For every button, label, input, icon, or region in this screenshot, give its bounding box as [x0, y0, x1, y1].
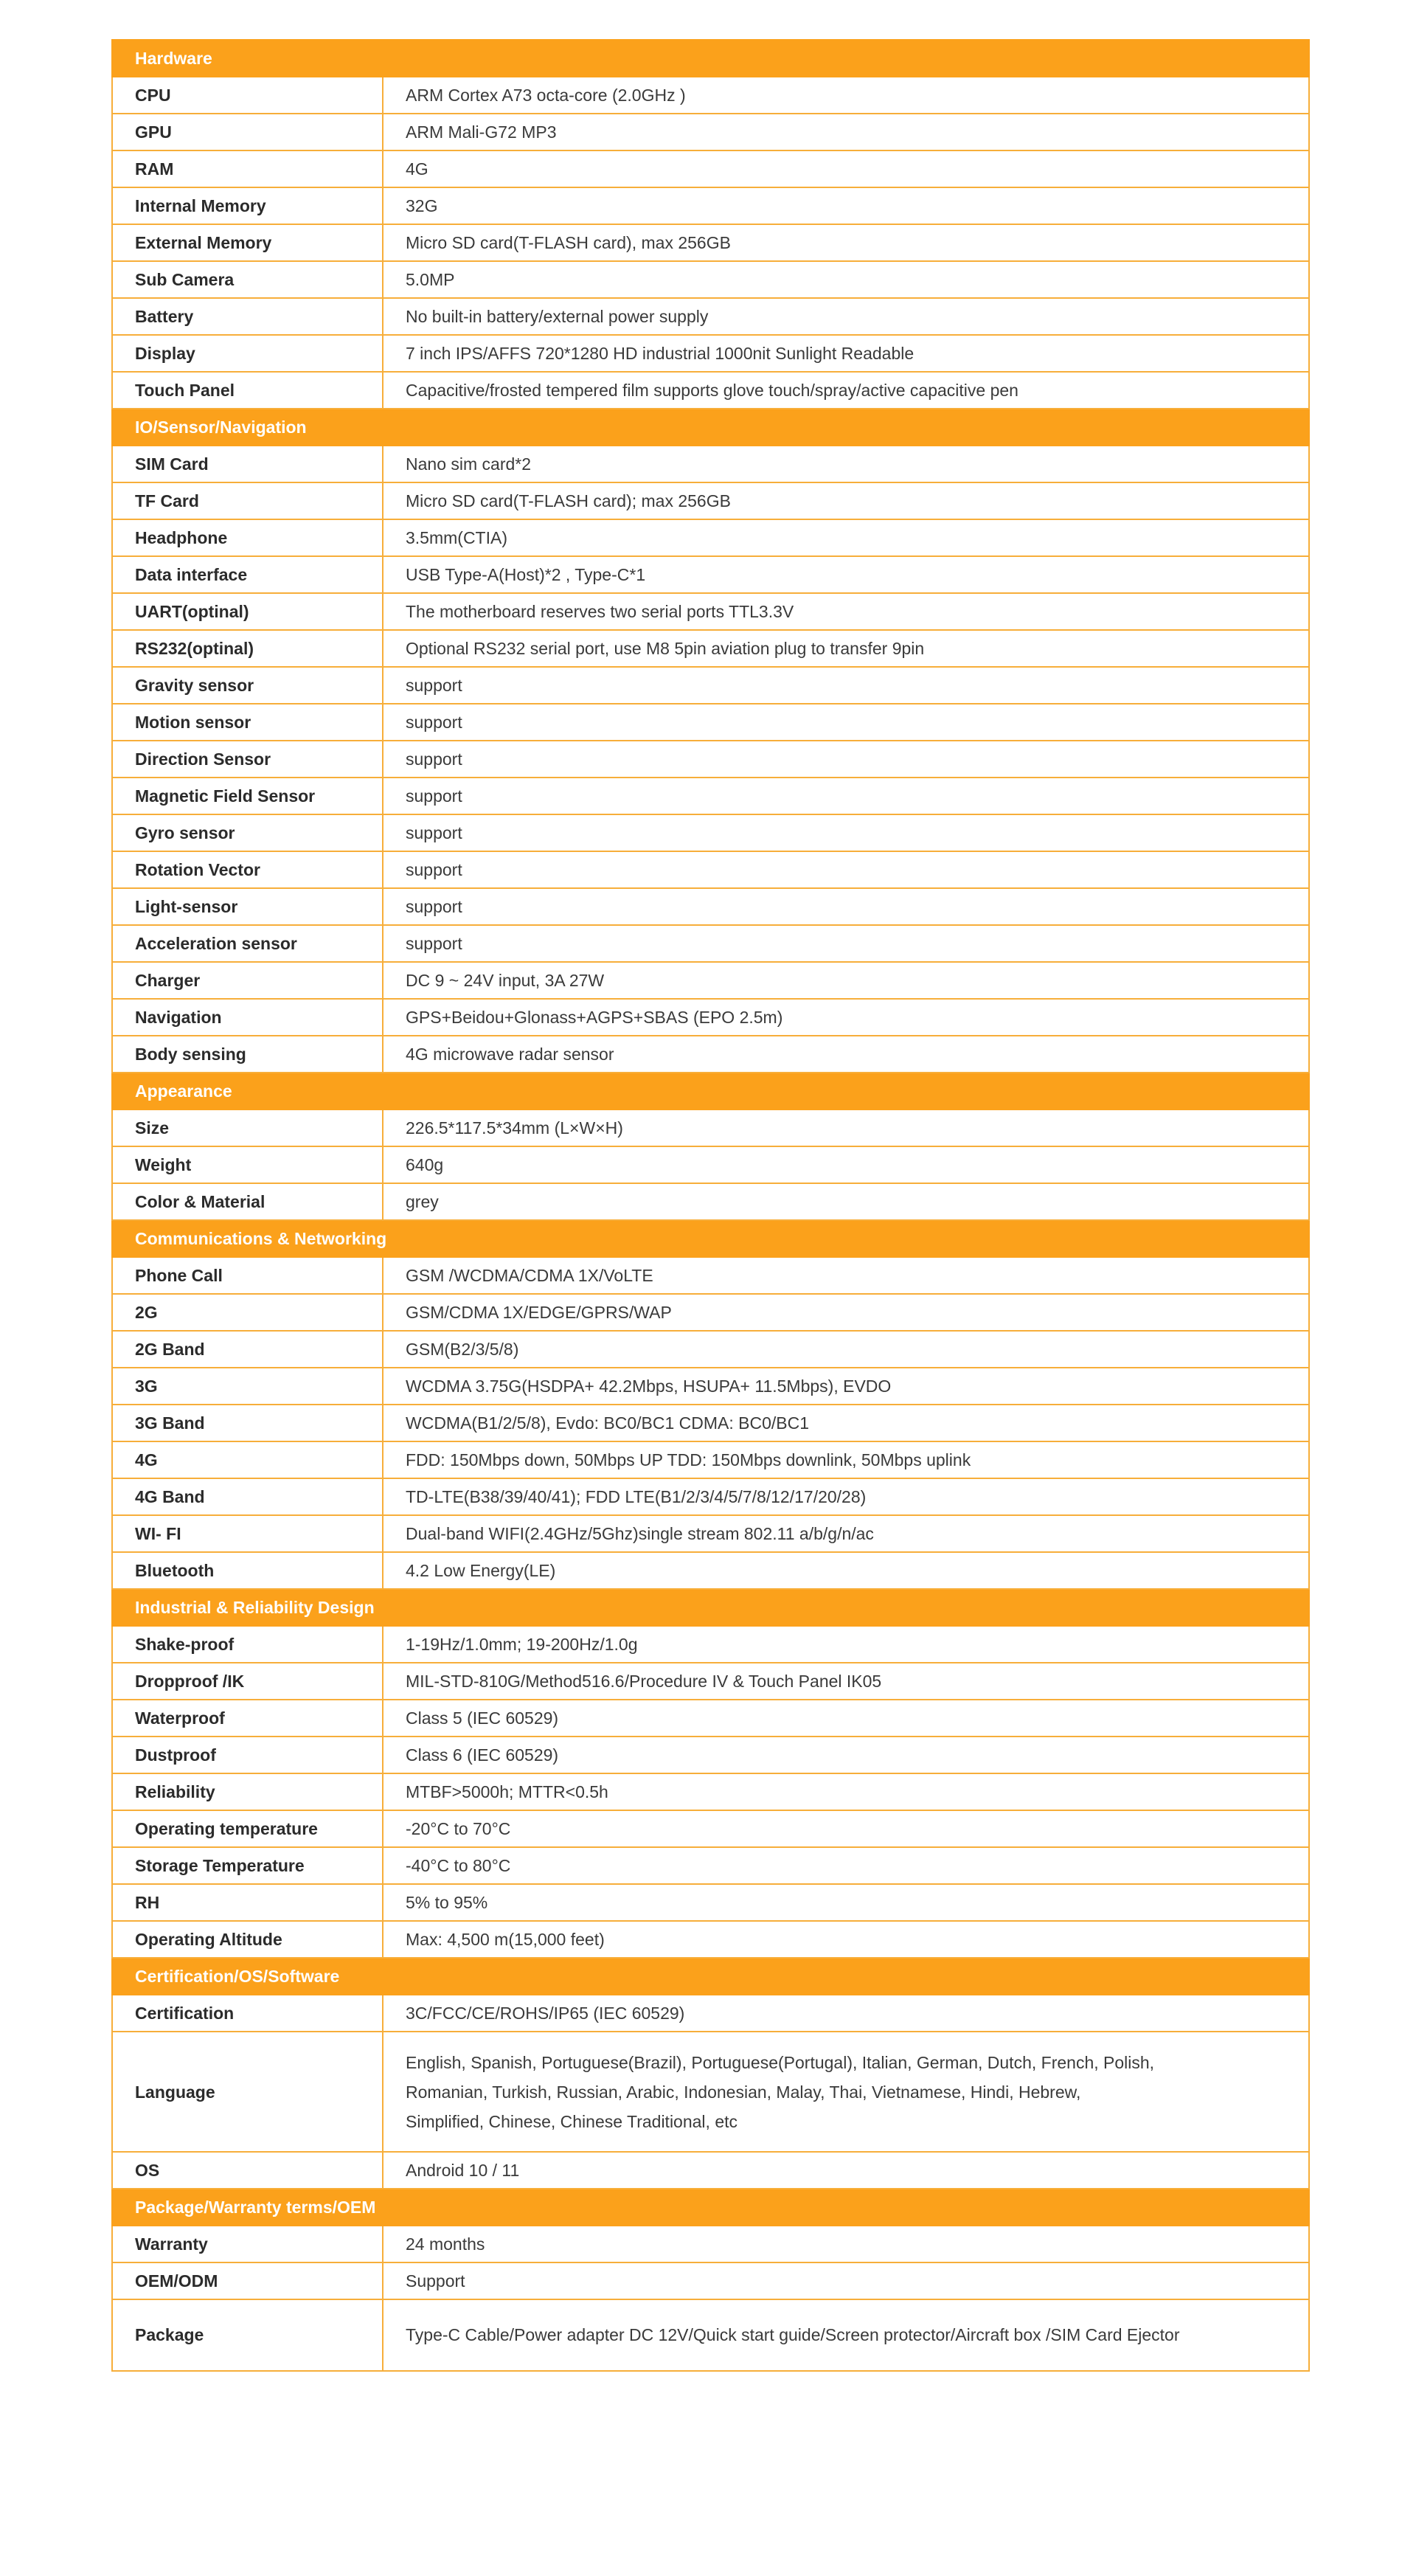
spec-label: Headphone: [112, 519, 383, 556]
spec-value: support: [383, 925, 1309, 962]
spec-label: UART(optinal): [112, 593, 383, 630]
spec-value: 4G: [383, 150, 1309, 187]
spec-row: [112, 2299, 1309, 2371]
spec-label: Gravity sensor: [112, 667, 383, 704]
spec-row: [112, 187, 1309, 224]
section-header: [112, 1958, 1309, 1995]
spec-value: 5.0MP: [383, 261, 1309, 298]
spec-label: 2G: [112, 1294, 383, 1331]
spec-row: [112, 2152, 1309, 2189]
spec-row: [112, 1368, 1309, 1405]
spec-row: [112, 741, 1309, 778]
spec-row: [112, 482, 1309, 519]
spec-value: support: [383, 888, 1309, 925]
spec-label: Dropproof /IK: [112, 1663, 383, 1700]
spec-row: [112, 704, 1309, 741]
spec-row: [112, 150, 1309, 187]
spec-row: [112, 1257, 1309, 1294]
spec-value: support: [383, 851, 1309, 888]
spec-value: 3.5mm(CTIA): [383, 519, 1309, 556]
spec-value: WCDMA(B1/2/5/8), Evdo: BC0/BC1 CDMA: BC0/BC1: [383, 1405, 1309, 1441]
spec-row: [112, 851, 1309, 888]
spec-row: [112, 630, 1309, 667]
spec-label: Display: [112, 335, 383, 372]
spec-label: Language: [112, 2032, 383, 2152]
spec-value: -20°C to 70°C: [383, 1810, 1309, 1847]
spec-value: Dual-band WIFI(2.4GHz/5Ghz)single stream 802.11 a/b/g/n/ac: [383, 1515, 1309, 1552]
spec-row: [112, 224, 1309, 261]
section-title: Package/Warranty terms/OEM: [112, 2189, 1309, 2226]
spec-value: GPS+Beidou+Glonass+AGPS+SBAS (EPO 2.5m): [383, 999, 1309, 1036]
spec-row: [112, 1737, 1309, 1773]
spec-row: [112, 1183, 1309, 1220]
spec-value: support: [383, 667, 1309, 704]
spec-row: [112, 519, 1309, 556]
spec-value: 640g: [383, 1146, 1309, 1183]
spec-value: Support: [383, 2262, 1309, 2299]
spec-value: support: [383, 741, 1309, 778]
spec-row: [112, 1478, 1309, 1515]
spec-value: Max: 4,500 m(15,000 feet): [383, 1921, 1309, 1958]
spec-value: 3C/FCC/CE/ROHS/IP65 (IEC 60529): [383, 1995, 1309, 2032]
spec-value: Android 10 / 11: [383, 2152, 1309, 2189]
spec-row: [112, 1441, 1309, 1478]
spec-row: [112, 1700, 1309, 1737]
spec-label: Dustproof: [112, 1737, 383, 1773]
spec-value: No built-in battery/external power supply: [383, 298, 1309, 335]
spec-label: RH: [112, 1884, 383, 1921]
spec-value: 32G: [383, 187, 1309, 224]
section-header: [112, 40, 1309, 77]
spec-label: CPU: [112, 77, 383, 114]
spec-value: Micro SD card(T-FLASH card), max 256GB: [383, 224, 1309, 261]
section-title: Appearance: [112, 1073, 1309, 1109]
section-title: Industrial & Reliability Design: [112, 1589, 1309, 1626]
spec-row: [112, 556, 1309, 593]
spec-row: [112, 778, 1309, 814]
spec-table-body: [112, 40, 1309, 2371]
spec-value: Nano sim card*2: [383, 446, 1309, 482]
spec-row: [112, 2226, 1309, 2262]
spec-row: [112, 1773, 1309, 1810]
spec-row: [112, 446, 1309, 482]
spec-label: RAM: [112, 150, 383, 187]
section-header: [112, 1073, 1309, 1109]
spec-label: Charger: [112, 962, 383, 999]
spec-row: [112, 1036, 1309, 1073]
spec-row: [112, 114, 1309, 150]
spec-value: ARM Cortex A73 octa-core (2.0GHz ): [383, 77, 1309, 114]
spec-label: External Memory: [112, 224, 383, 261]
spec-row: [112, 667, 1309, 704]
spec-label: Gyro sensor: [112, 814, 383, 851]
spec-value: GSM(B2/3/5/8): [383, 1331, 1309, 1368]
spec-value: MIL-STD-810G/Method516.6/Procedure IV & Touch Panel IK05: [383, 1663, 1309, 1700]
spec-row: [112, 1294, 1309, 1331]
spec-value: 24 months: [383, 2226, 1309, 2262]
spec-value: 4G microwave radar sensor: [383, 1036, 1309, 1073]
spec-row: [112, 1626, 1309, 1663]
spec-value: FDD: 150Mbps down, 50Mbps UP TDD: 150Mbps downlink, 50Mbps uplink: [383, 1441, 1309, 1478]
spec-label: Navigation: [112, 999, 383, 1036]
spec-row: [112, 925, 1309, 962]
spec-label: Body sensing: [112, 1036, 383, 1073]
spec-value: support: [383, 704, 1309, 741]
spec-row: [112, 1331, 1309, 1368]
spec-label: 2G Band: [112, 1331, 383, 1368]
spec-value: Micro SD card(T-FLASH card); max 256GB: [383, 482, 1309, 519]
spec-label: Data interface: [112, 556, 383, 593]
spec-label: Reliability: [112, 1773, 383, 1810]
spec-label: 3G: [112, 1368, 383, 1405]
spec-label: Operating Altitude: [112, 1921, 383, 1958]
spec-label: Touch Panel: [112, 372, 383, 409]
spec-row: [112, 298, 1309, 335]
spec-label: Sub Camera: [112, 261, 383, 298]
spec-value: -40°C to 80°C: [383, 1847, 1309, 1884]
spec-label: Rotation Vector: [112, 851, 383, 888]
spec-row: [112, 1921, 1309, 1958]
spec-label: TF Card: [112, 482, 383, 519]
spec-row: [112, 814, 1309, 851]
spec-row: [112, 261, 1309, 298]
spec-row: [112, 372, 1309, 409]
section-header: [112, 1589, 1309, 1626]
spec-label: Light-sensor: [112, 888, 383, 925]
spec-row: [112, 1515, 1309, 1552]
section-title: Communications & Networking: [112, 1220, 1309, 1257]
spec-row: [112, 1847, 1309, 1884]
spec-table: [111, 39, 1310, 2372]
spec-row: [112, 888, 1309, 925]
spec-label: Color & Material: [112, 1183, 383, 1220]
spec-value: grey: [383, 1183, 1309, 1220]
spec-row: [112, 1109, 1309, 1146]
spec-label: Motion sensor: [112, 704, 383, 741]
spec-row: [112, 77, 1309, 114]
spec-label: OEM/ODM: [112, 2262, 383, 2299]
spec-label: Certification: [112, 1995, 383, 2032]
spec-label: RS232(optinal): [112, 630, 383, 667]
spec-label: Internal Memory: [112, 187, 383, 224]
spec-label: Waterproof: [112, 1700, 383, 1737]
spec-value: 226.5*117.5*34mm (L×W×H): [383, 1109, 1309, 1146]
spec-value: GSM/CDMA 1X/EDGE/GPRS/WAP: [383, 1294, 1309, 1331]
spec-value: ARM Mali-G72 MP3: [383, 114, 1309, 150]
spec-row: [112, 1146, 1309, 1183]
spec-label: 4G Band: [112, 1478, 383, 1515]
spec-value: GSM /WCDMA/CDMA 1X/VoLTE: [383, 1257, 1309, 1294]
spec-label: Direction Sensor: [112, 741, 383, 778]
spec-label: Magnetic Field Sensor: [112, 778, 383, 814]
spec-label: Battery: [112, 298, 383, 335]
spec-value: English, Spanish, Portuguese(Brazil), Portuguese(Portugal), Italian, German, Dutch, French, Polish, Romanian, Turkish, Russian, Arabic, Indonesian, Malay, Thai, Vietnamese, Hindi, Hebrew, Simplified, Chinese, Chinese Traditional, etc: [383, 2032, 1309, 2152]
section-title: Certification/OS/Software: [112, 1958, 1309, 1995]
spec-value: support: [383, 778, 1309, 814]
spec-value: Class 5 (IEC 60529): [383, 1700, 1309, 1737]
spec-value: 1-19Hz/1.0mm; 19-200Hz/1.0g: [383, 1626, 1309, 1663]
spec-row: [112, 1884, 1309, 1921]
spec-label: Bluetooth: [112, 1552, 383, 1589]
spec-value: support: [383, 814, 1309, 851]
spec-label: Operating temperature: [112, 1810, 383, 1847]
spec-row: [112, 999, 1309, 1036]
spec-label: GPU: [112, 114, 383, 150]
section-title: IO/Sensor/Navigation: [112, 409, 1309, 446]
section-header: [112, 1220, 1309, 1257]
section-header: [112, 409, 1309, 446]
section-title: Hardware: [112, 40, 1309, 77]
spec-value: Capacitive/frosted tempered film supports glove touch/spray/active capacitive pen: [383, 372, 1309, 409]
spec-row: [112, 2032, 1309, 2152]
spec-label: Storage Temperature: [112, 1847, 383, 1884]
spec-row: [112, 962, 1309, 999]
spec-row: [112, 593, 1309, 630]
spec-value: DC 9 ~ 24V input, 3A 27W: [383, 962, 1309, 999]
spec-value: MTBF>5000h; MTTR<0.5h: [383, 1773, 1309, 1810]
spec-label: Acceleration sensor: [112, 925, 383, 962]
spec-value: WCDMA 3.75G(HSDPA+ 42.2Mbps, HSUPA+ 11.5Mbps), EVDO: [383, 1368, 1309, 1405]
spec-label: 4G: [112, 1441, 383, 1478]
spec-value: 7 inch IPS/AFFS 720*1280 HD industrial 1000nit Sunlight Readable: [383, 335, 1309, 372]
spec-row: [112, 1663, 1309, 1700]
spec-row: [112, 1995, 1309, 2032]
spec-label: 3G Band: [112, 1405, 383, 1441]
spec-value: Type-C Cable/Power adapter DC 12V/Quick start guide/Screen protector/Aircraft box /SIM Card Ejector: [383, 2299, 1309, 2371]
spec-row: [112, 1810, 1309, 1847]
spec-value: Optional RS232 serial port, use M8 5pin aviation plug to transfer 9pin: [383, 630, 1309, 667]
spec-label: OS: [112, 2152, 383, 2189]
spec-label: WI- FI: [112, 1515, 383, 1552]
spec-value: Class 6 (IEC 60529): [383, 1737, 1309, 1773]
spec-value: 4.2 Low Energy(LE): [383, 1552, 1309, 1589]
spec-row: [112, 1405, 1309, 1441]
spec-label: Shake-proof: [112, 1626, 383, 1663]
spec-row: [112, 2262, 1309, 2299]
spec-label: SIM Card: [112, 446, 383, 482]
spec-value: TD-LTE(B38/39/40/41); FDD LTE(B1/2/3/4/5/7/8/12/17/20/28): [383, 1478, 1309, 1515]
spec-value: The motherboard reserves two serial ports TTL3.3V: [383, 593, 1309, 630]
spec-label: Weight: [112, 1146, 383, 1183]
spec-row: [112, 1552, 1309, 1589]
spec-label: Phone Call: [112, 1257, 383, 1294]
spec-value: USB Type-A(Host)*2 , Type-C*1: [383, 556, 1309, 593]
spec-label: Size: [112, 1109, 383, 1146]
spec-label: Package: [112, 2299, 383, 2371]
spec-label: Warranty: [112, 2226, 383, 2262]
spec-row: [112, 335, 1309, 372]
section-header: [112, 2189, 1309, 2226]
spec-value: 5% to 95%: [383, 1884, 1309, 1921]
